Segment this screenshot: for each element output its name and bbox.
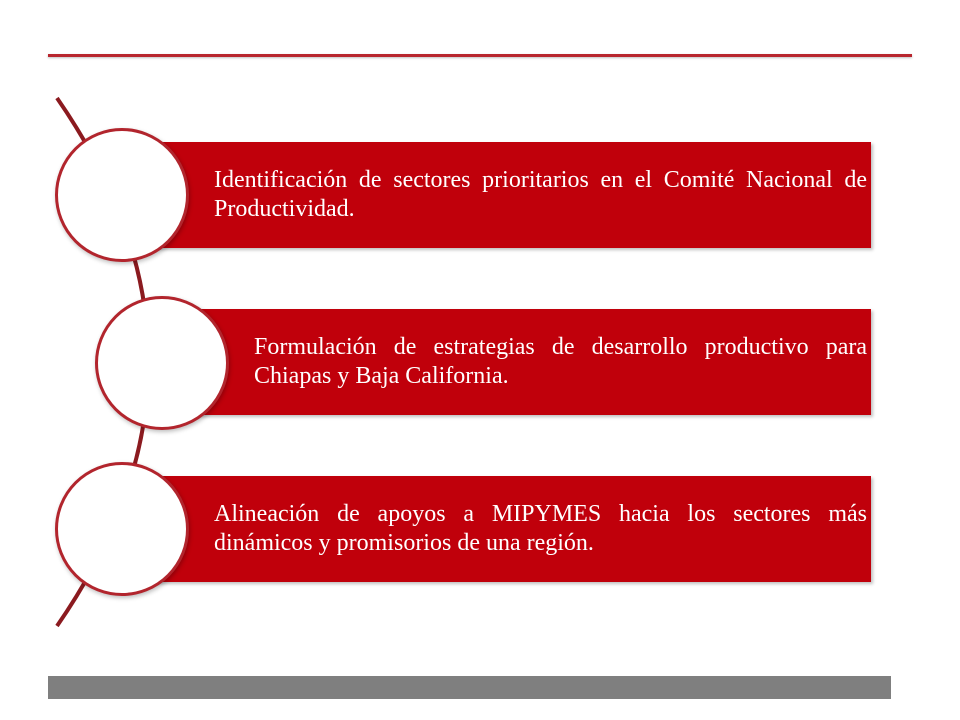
step-3-box <box>132 476 871 582</box>
step-2-circle <box>95 296 229 430</box>
step-2-text: Formulación de estrategias de desarrollo productivo para Chiapas y Baja California. <box>254 334 867 389</box>
step-1-box <box>132 142 871 248</box>
step-2-box <box>172 309 871 415</box>
footer-bar <box>48 676 891 699</box>
step-1-text: Identificación de sectores prioritarios en el Comité Nacional de Productividad. <box>214 167 867 222</box>
step-3-circle <box>55 462 189 596</box>
step-1-circle <box>55 128 189 262</box>
step-3-text: Alineación de apoyos a MIPYMES hacia los sectores más dinámicos y promisorios de una región. <box>214 501 867 556</box>
